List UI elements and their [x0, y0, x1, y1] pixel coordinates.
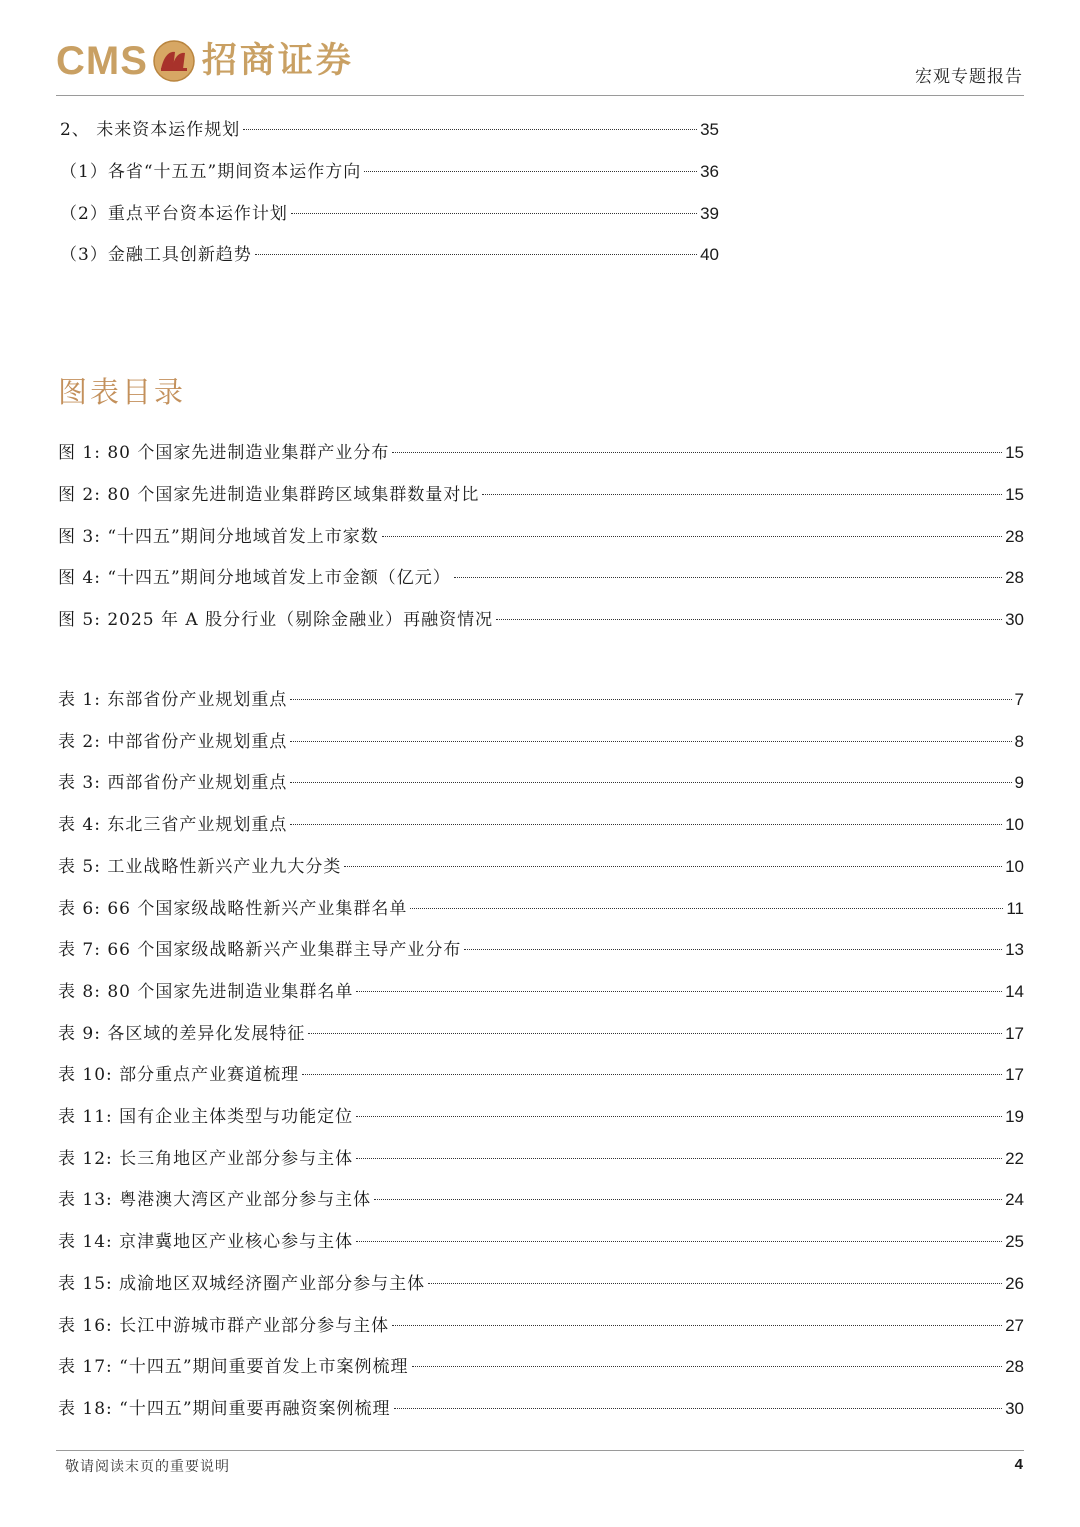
table-entry[interactable]: [58, 897, 1024, 921]
table-entry-page: 26: [1005, 1273, 1024, 1293]
table-entry-page: 24: [1005, 1190, 1024, 1210]
toc-entry[interactable]: [60, 160, 719, 184]
dot-leader: [302, 1074, 1002, 1075]
figure-entry[interactable]: [58, 566, 1024, 590]
dot-leader: [454, 577, 1002, 578]
table-entry-page: 8: [1014, 731, 1024, 751]
table-entry[interactable]: [58, 1397, 1024, 1421]
logo-latin-text: CMS: [56, 39, 148, 83]
dot-leader: [356, 1158, 1002, 1159]
figure-entry[interactable]: [58, 525, 1024, 549]
dot-leader: [243, 129, 697, 130]
page-header: [0, 0, 1080, 100]
figure-entry-label: 图 4: “十四五”期间分地域首发上市金额（亿元）: [58, 568, 451, 589]
table-entry-label: 表 6: 66 个国家级战略性新兴产业集群名单: [58, 898, 408, 919]
toc-entry-page: 36: [700, 161, 719, 181]
table-entry-label: 表 12: 长三角地区产业部分参与主体: [58, 1148, 354, 1169]
dot-leader: [290, 782, 1011, 783]
cms-logo: [56, 38, 354, 84]
figure-entry-page: 15: [1005, 443, 1024, 462]
table-entry[interactable]: [58, 813, 1024, 837]
table-entry-page: 27: [1005, 1315, 1024, 1335]
dot-leader: [410, 908, 1003, 909]
toc-entry[interactable]: [60, 243, 719, 267]
footer-divider: [56, 1450, 1024, 1451]
dot-leader: [394, 1408, 1003, 1409]
toc-entry-label: （3）金融工具创新趋势: [60, 245, 252, 266]
table-entry[interactable]: [58, 1272, 1024, 1296]
toc-entry[interactable]: [60, 118, 719, 142]
logo-emblem-icon: [152, 39, 196, 83]
toc-entry-page: 40: [700, 245, 719, 265]
header-divider: [56, 95, 1024, 96]
table-entry-label: 表 15: 成渝地区双城经济圈产业部分参与主体: [58, 1273, 426, 1294]
dot-leader: [290, 824, 1002, 825]
table-entry-page: 7: [1014, 690, 1024, 709]
dot-leader: [356, 1116, 1002, 1117]
dot-leader: [496, 619, 1002, 620]
table-entry-label: 表 3: 西部省份产业规划重点: [58, 773, 288, 794]
table-entry-label: 表 13: 粤港澳大湾区产业部分参与主体: [58, 1190, 372, 1211]
table-entry-page: 17: [1005, 1023, 1024, 1043]
table-entry[interactable]: [58, 855, 1024, 879]
table-entry-page: 14: [1005, 981, 1024, 1001]
table-entry[interactable]: [58, 1147, 1024, 1171]
dot-leader: [392, 1325, 1002, 1326]
table-entry-page: 28: [1005, 1357, 1024, 1377]
table-entry-page: 22: [1005, 1148, 1024, 1168]
table-entry[interactable]: [58, 1063, 1024, 1087]
figure-entry-label: 图 3: “十四五”期间分地域首发上市家数: [58, 526, 379, 547]
table-entry-page: 9: [1014, 773, 1024, 793]
table-entry[interactable]: [58, 1105, 1024, 1129]
dot-leader: [382, 536, 1002, 537]
figure-entry[interactable]: [58, 608, 1024, 632]
figure-entry[interactable]: [58, 441, 1024, 465]
dot-leader: [374, 1199, 1002, 1200]
table-entry-label: 表 17: “十四五”期间重要首发上市案例梳理: [58, 1357, 409, 1378]
figure-entry-page: 15: [1005, 484, 1024, 504]
table-entry[interactable]: [58, 980, 1024, 1004]
table-entry[interactable]: [58, 730, 1024, 754]
dot-leader: [290, 699, 1011, 700]
table-entry-page: 19: [1005, 1107, 1024, 1126]
table-entry-page: 17: [1005, 1065, 1024, 1085]
table-entry-label: 表 5: 工业战略性新兴产业九大分类: [58, 856, 342, 877]
table-entry-label: 表 11: 国有企业主体类型与功能定位: [58, 1107, 354, 1127]
figure-entry-page: 28: [1005, 526, 1024, 546]
dot-leader: [364, 171, 697, 172]
table-entry[interactable]: [58, 1188, 1024, 1212]
table-entry-label: 表 4: 东北三省产业规划重点: [58, 815, 288, 836]
table-entry-label: 表 1: 东部省份产业规划重点: [58, 690, 288, 710]
footer-disclaimer: 敬请阅读末页的重要说明: [65, 1459, 230, 1475]
table-entry[interactable]: [58, 1314, 1024, 1338]
table-entry-label: 表 7: 66 个国家级战略新兴产业集群主导产业分布: [58, 940, 462, 961]
logo-chinese-text: 招商证券: [201, 40, 354, 81]
dot-leader: [356, 991, 1002, 992]
toc-entry-page: 39: [700, 203, 719, 223]
figure-entry[interactable]: [58, 483, 1024, 507]
dot-leader: [290, 741, 1011, 742]
dot-leader: [255, 254, 697, 255]
table-entry-page: 10: [1005, 815, 1024, 835]
figure-entry-label: 图 2: 80 个国家先进制造业集群跨区域集群数量对比: [58, 484, 480, 505]
table-entry-page: 13: [1005, 940, 1024, 960]
toc-entry[interactable]: [60, 202, 719, 226]
dot-leader: [428, 1283, 1002, 1284]
figures-tables-heading: 图表目录: [58, 375, 187, 409]
table-entry-page: 25: [1005, 1232, 1024, 1252]
dot-leader: [291, 213, 697, 214]
dot-leader: [344, 866, 1002, 867]
page-number: 4: [1014, 1456, 1023, 1473]
figure-entry-page: 28: [1005, 568, 1024, 588]
table-entry-page: 11: [1006, 898, 1024, 918]
figure-entry-label: 图 1: 80 个国家先进制造业集群产业分布: [58, 443, 390, 463]
table-entry[interactable]: [58, 771, 1024, 795]
dot-leader: [356, 1241, 1002, 1242]
table-entry-label: 表 2: 中部省份产业规划重点: [58, 731, 288, 752]
table-entry-label: 表 18: “十四五”期间重要再融资案例梳理: [58, 1398, 391, 1419]
dot-leader: [482, 494, 1002, 495]
toc-entry-label: 2、 未来资本运作规划: [60, 120, 241, 140]
table-entry[interactable]: [58, 1355, 1024, 1379]
report-type-label: 宏观专题报告: [915, 67, 1023, 87]
toc-entry-label: （2）重点平台资本运作计划: [60, 203, 288, 224]
table-entry[interactable]: [58, 1022, 1024, 1046]
dot-leader: [464, 949, 1002, 950]
table-entry[interactable]: [58, 688, 1024, 712]
table-entry-page: 30: [1005, 1398, 1024, 1418]
table-entry-page: 10: [1005, 856, 1024, 876]
figure-entry-page: 30: [1005, 610, 1024, 630]
figure-entry-label: 图 5: 2025 年 A 股分行业（剔除金融业）再融资情况: [58, 610, 494, 631]
dot-leader: [308, 1033, 1002, 1034]
toc-entry-page: 35: [700, 120, 719, 139]
table-entry-label: 表 16: 长江中游城市群产业部分参与主体: [58, 1315, 390, 1336]
table-entry[interactable]: [58, 1230, 1024, 1254]
table-entry[interactable]: [58, 938, 1024, 962]
dot-leader: [412, 1366, 1003, 1367]
toc-entry-label: （1）各省“十五五”期间资本运作方向: [60, 161, 362, 182]
table-entry-label: 表 10: 部分重点产业赛道梳理: [58, 1065, 300, 1086]
table-entry-label: 表 8: 80 个国家先进制造业集群名单: [58, 981, 354, 1002]
table-entry-label: 表 14: 京津冀地区产业核心参与主体: [58, 1232, 354, 1253]
table-entry-label: 表 9: 各区域的差异化发展特征: [58, 1023, 306, 1044]
dot-leader: [392, 452, 1002, 453]
